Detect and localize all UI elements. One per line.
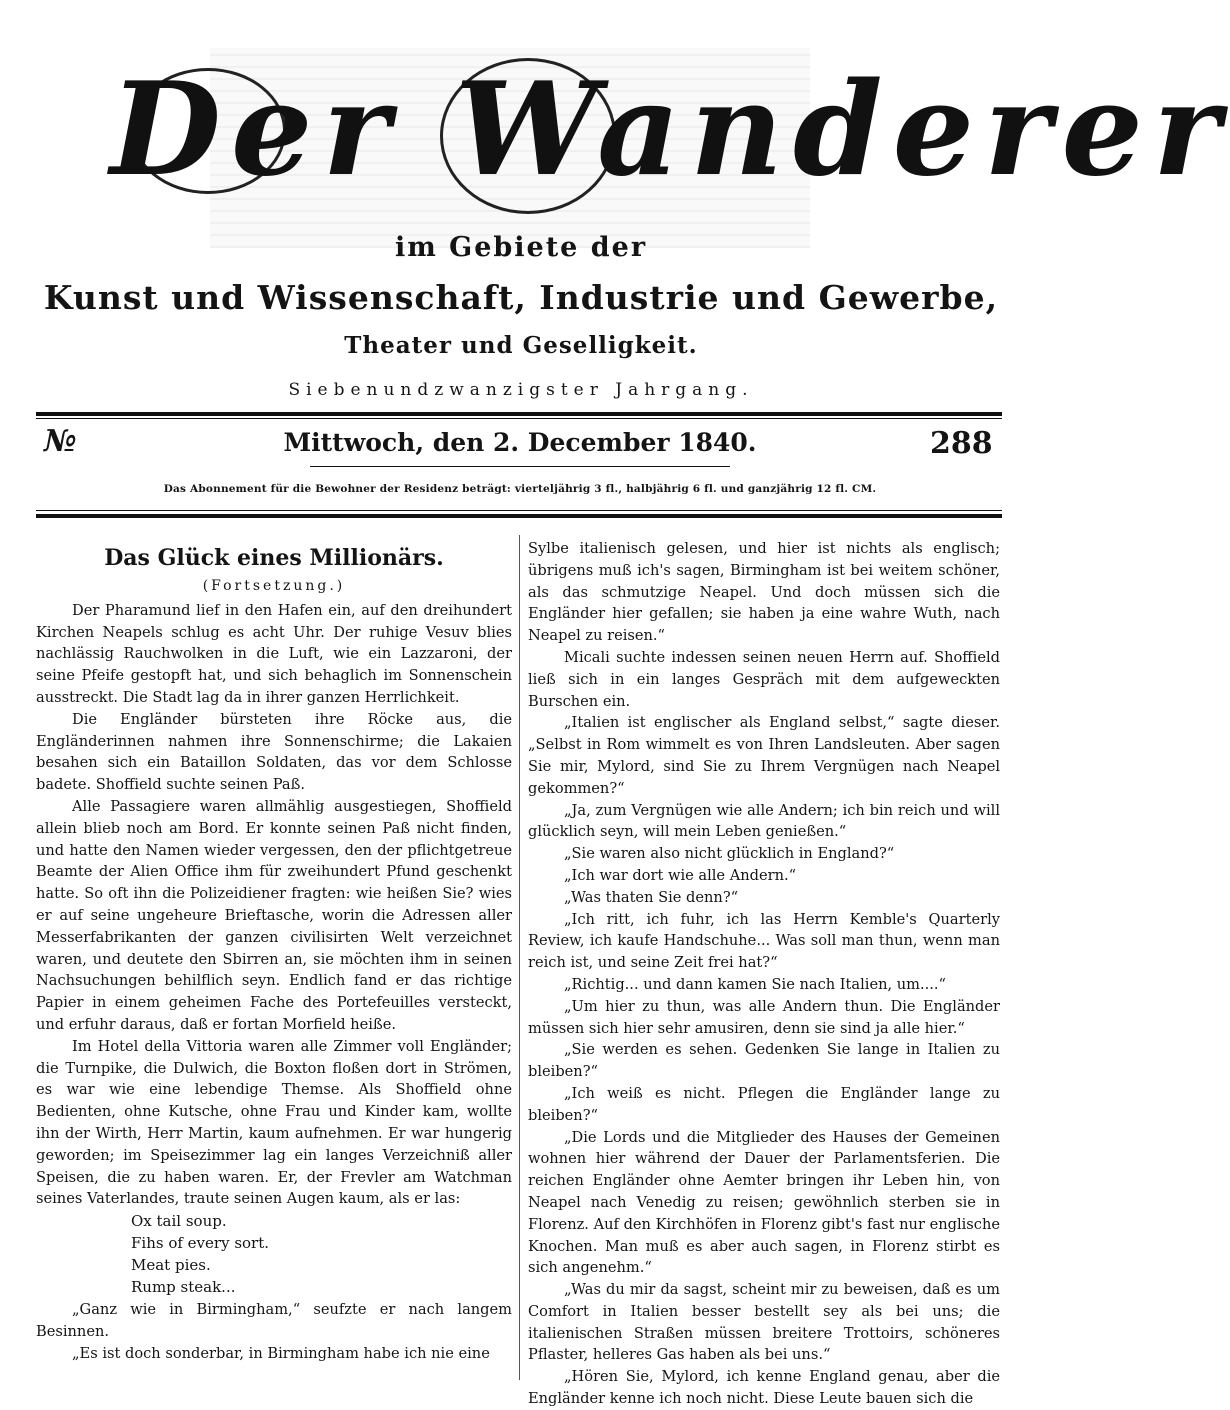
paragraph: Die Engländer bürsteten ihre Röcke aus, die Engländerinnen nahmen ihre Sonnenschirme; die Lakaien besahen sich ein Bataillon Soldaten, das vor dem Schlosse badete. Shoffield suchte seinen Paß. bbox=[36, 710, 512, 794]
paragraph: „Hören Sie, Mylord, ich kenne England genau, aber die Engländer kenne ich noch nicht. Diese Leute bauen sich die bbox=[528, 1368, 1000, 1408]
masthead-subtitle-1: im Gebiete der bbox=[394, 232, 648, 263]
article-subtitle: (Fortsetzung.) bbox=[202, 578, 346, 594]
rule-top-thick bbox=[36, 412, 1002, 416]
column-right bbox=[528, 538, 1000, 1410]
paragraph: „Um hier zu thun, was alle Andern thun. Die Engländer müssen sich hier sehr amusiren, denn sie sind ja alle hier.“ bbox=[528, 997, 1000, 1037]
paragraph: „Ich weiß es nicht. Pflegen die Engländer lange zu bleiben?“ bbox=[528, 1084, 1000, 1124]
masthead-subtitle-2: Kunst und Wissenschaft, Industrie und Gewerbe, bbox=[43, 278, 999, 317]
paragraph: „Die Lords und die Mitglieder des Hauses der Gemeinen wohnen hier während der Dauer der Parlamentsferien. Die reichen Engländer ohne Aemter bringen ihr Leben hin, von Neapel nach Venedig zu reisen; gewöhnlich sterben sie in Florenz. Auf den Kirchhöfen in Florenz gibt's fast nur englische Knochen. Man muß es aber auch sagen, in Florenz stirbt es sich angenehm.“ bbox=[528, 1128, 1000, 1277]
column-divider bbox=[519, 535, 520, 1380]
rule-top-thin bbox=[36, 418, 1002, 419]
menu-item: Ox tail soup. bbox=[131, 1212, 227, 1231]
paragraph: „Italien ist englischer als England selbst,“ sagte dieser. „Selbst in Rom wimmelt es von Ihren Landsleuten. Aber sagen Sie mir, Mylord, sind Sie zu Ihrem Vergnügen nach Neapel gekommen?“ bbox=[528, 714, 1000, 797]
menu-item: Rump steak... bbox=[131, 1277, 236, 1296]
menu-list bbox=[131, 1211, 512, 1298]
number-sign: № bbox=[44, 424, 77, 459]
issue-number: 288 bbox=[930, 426, 993, 461]
paragraph: „Richtig... und dann kamen Sie nach Italien, um....“ bbox=[564, 975, 947, 993]
paragraph: Micali suchte indessen seinen neuen Herrn auf. Shoffield ließ sich in ein langes Gespräch mit dem aufgeweckten Burschen ein. bbox=[528, 648, 1000, 710]
rule-header-bottom-thick bbox=[36, 514, 1002, 518]
paragraph: Im Hotel della Vittoria waren alle Zimmer voll Engländer; die Turnpike, die Dulwich, die Boxton floßen dort in Strömen, es war wie eine lebendige Themse. Als Shoffield ohne Bedienten, ohne Kutsche, ohne Frau und Kinder kam, wollte ihn der Wirth, Herr Martin, kaum aufnehmen. Er war hungerig geworden; im Speisezimmer lag ein langes Verzeichniß aller Speisen, die zu haben waren. Er, der Frevler am Watchman seines Vaterlandes, traute seinen Augen kaum, als er las: bbox=[36, 1037, 512, 1208]
menu-item: Fihs of every sort. bbox=[131, 1233, 270, 1252]
column-left bbox=[36, 538, 512, 1365]
paragraph: „Sie werden es sehen. Gedenken Sie lange in Italien zu bleiben?“ bbox=[528, 1041, 1000, 1081]
paragraph: „Ganz wie in Birmingham,“ seufzte er nach langem Besinnen. bbox=[36, 1301, 512, 1341]
paragraph: „Was du mir da sagst, scheint mir zu beweisen, daß es um Comfort in Italien besser bestellt sey als bei uns; die italienischen Straßen müssen breitere Trottoirs, schöneres Pflaster, helleres Gas haben als bei uns.“ bbox=[528, 1281, 1000, 1364]
paragraph: „Was thaten Sie denn?“ bbox=[564, 888, 739, 906]
subscription-notice: Das Abonnement für die Bewohner der Residenz beträgt: vierteljährig 3 fl., halbjährig 6 fl. und ganzjährig 12 fl. CM. bbox=[163, 483, 877, 495]
rule-date-under bbox=[310, 466, 730, 467]
paragraph: „Es ist doch sonderbar, in Birmingham habe ich nie eine bbox=[72, 1344, 490, 1362]
paragraph: „Ja, zum Vergnügen wie alle Andern; ich bin reich und will glücklich seyn, will mein Leben genießen.“ bbox=[528, 801, 1000, 841]
rule-header-bottom-thin bbox=[36, 510, 1002, 511]
masthead-subtitle-3: Theater und Geselligkeit. bbox=[344, 332, 698, 359]
paragraph: „Ich war dort wie alle Andern.“ bbox=[564, 866, 797, 884]
paragraph: Der Pharamund lief in den Hafen ein, auf den dreihundert Kirchen Neapels schlug es acht Uhr. Der ruhige Vesuv blies nachlässig Rauchwolken in die Luft, wie ein Lazzaroni, der seine Pfeife gestopft hat, und sich behaglich im Sonnenschein ausstreckt. Die Stadt lag da in ihrer ganzen Herrlichkeit. bbox=[36, 601, 512, 706]
menu-item: Meat pies. bbox=[131, 1255, 211, 1274]
masthead-title: Der Wanderer bbox=[110, 55, 1230, 205]
paragraph: Sylbe italienisch gelesen, und hier ist nichts als englisch; übrigens muß ich's sagen, Birmingham ist bei weitem schöner, als das schmutzige Neapel. Und doch müssen sich die Engländer hier gefallen; sie haben ja eine wahre Wuth, nach Neapel zu reisen.“ bbox=[528, 540, 1000, 645]
paragraph: „Ich ritt, ich fuhr, ich las Herrn Kemble's Quarterly Review, ich kaufe Handschuhe... Was soll man thun, wenn man reich ist, und seine Zeit frei hat?“ bbox=[528, 910, 1000, 972]
masthead bbox=[110, 28, 1230, 243]
article-title: Das Glück eines Millionärs. bbox=[104, 545, 444, 571]
paragraph: Alle Passagiere waren allmählig ausgestiegen, Shoffield allein blieb noch am Bord. Er konnte seinen Paß nicht finden, und hatte den Namen wieder vergessen, den der pflichtgetreue Beamte der Alien Office ihm für zweihundert Pfund geschenkt hatte. So oft ihn die Polizeidiener fragten: wie heißen Sie? wies er auf seine ungeheure Brieftasche, worin die Adressen aller Messerfabrikanten der ganzen civilisirten Welt verzeichnet waren, und deutete den Sbirren an, sie möchten ihm in seinen Nachsuchungen behilflich seyn. Endlich fand er das richtige Papier in einem geheimen Fache des Portefeuilles versteckt, und erfuhr daraus, daß er fortan Morfield heiße. bbox=[36, 797, 512, 1033]
issue-date: Mittwoch, den 2. December 1840. bbox=[283, 428, 757, 457]
paragraph: „Sie waren also nicht glücklich in England?“ bbox=[564, 845, 895, 863]
volume-line: Siebenundzwanzigster Jahrgang. bbox=[288, 380, 754, 400]
